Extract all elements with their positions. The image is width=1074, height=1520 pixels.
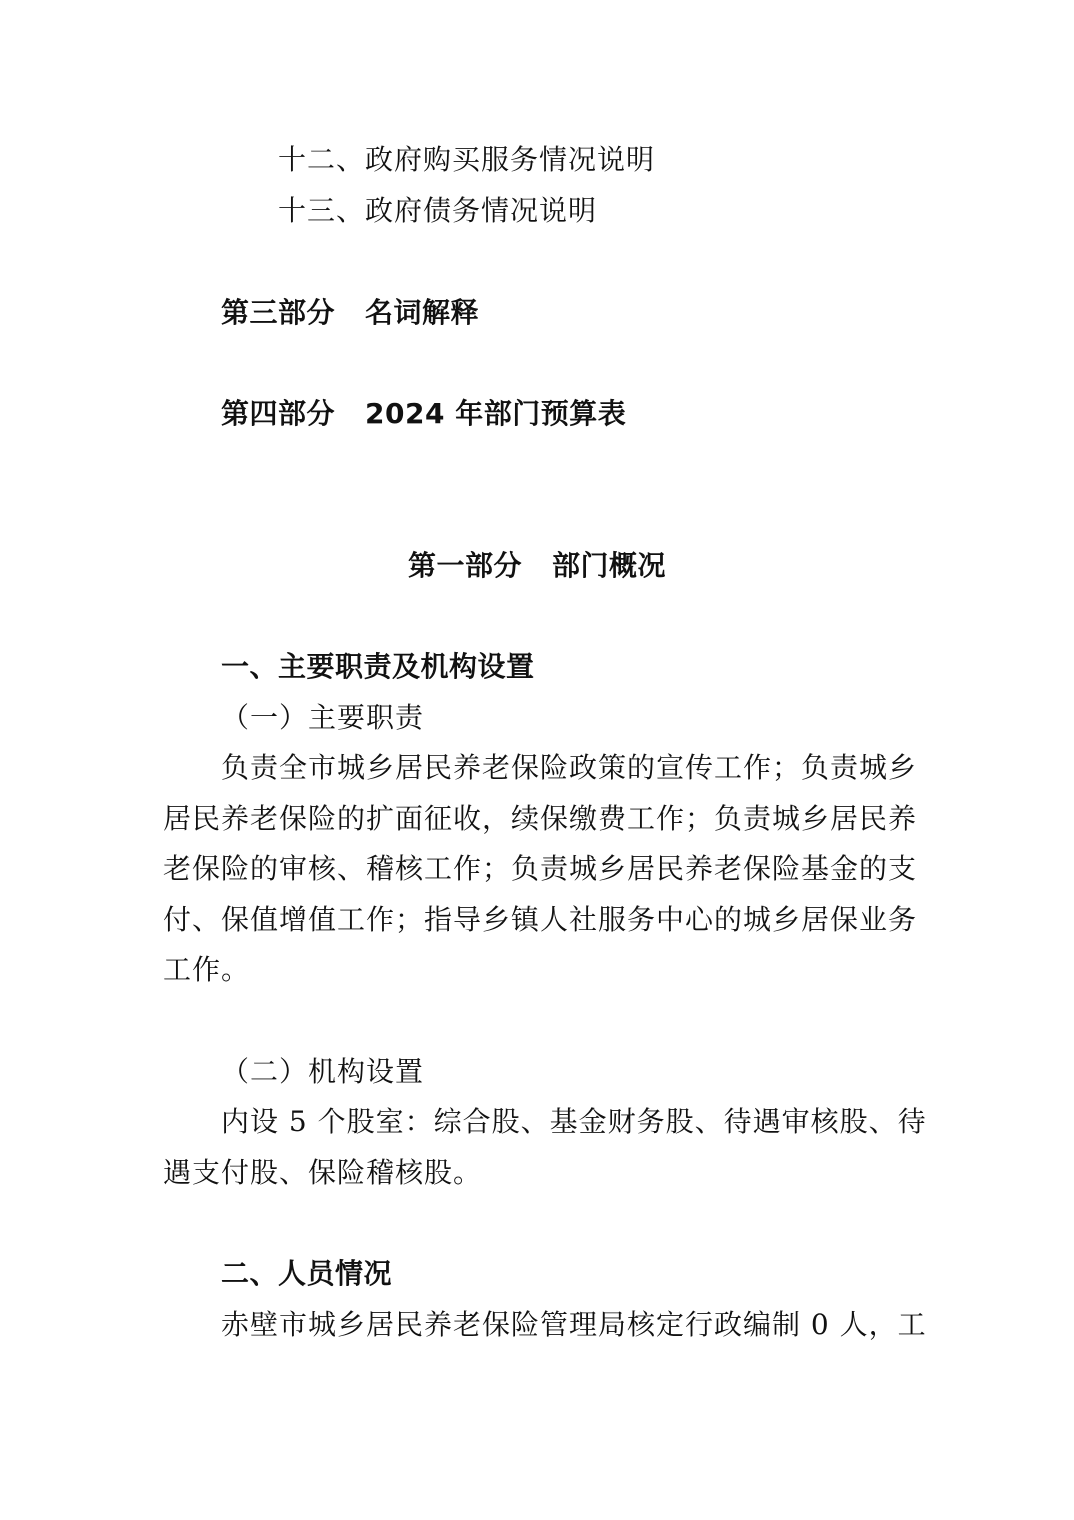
toc-item-12: 十二、政府购买服务情况说明	[278, 143, 656, 176]
paragraph-line: 负责全市城乡居民养老保险政策的宣传工作；负责城乡	[221, 751, 918, 784]
section2-heading: 二、人员情况	[221, 1257, 393, 1290]
paragraph-line: 工作。	[163, 953, 251, 986]
section1-sub2-heading: （二）机构设置	[221, 1055, 425, 1088]
paragraph-line: 内设 5 个股室：综合股、基金财务股、待遇审核股、待	[221, 1105, 927, 1138]
part1-heading	[0, 549, 1074, 583]
toc-item-13: 十三、政府债务情况说明	[278, 194, 598, 227]
paragraph-line: 赤壁市城乡居民养老保险管理局核定行政编制 0 人，工	[221, 1308, 927, 1341]
paragraph-line: 居民养老保险的扩面征收，续保缴费工作；负责城乡居民养	[163, 802, 918, 835]
toc-part4-title: 2024 年部门预算表	[365, 397, 627, 430]
section1-sub1-heading: （一）主要职责	[221, 701, 425, 734]
toc-part3	[221, 296, 479, 330]
paragraph-line: 付、保值增值工作；指导乡镇人社服务中心的城乡居保业务	[163, 903, 918, 936]
toc-part3-label: 第三部分	[221, 296, 336, 329]
toc-part4	[221, 397, 626, 431]
paragraph-line: 遇支付股、保险稽核股。	[163, 1156, 483, 1189]
part1-label: 第一部分	[407, 549, 522, 582]
toc-part3-title: 名词解释	[365, 296, 480, 329]
section1-heading: 一、主要职责及机构设置	[221, 650, 535, 683]
part1-title: 部门概况	[552, 549, 667, 582]
paragraph-line: 老保险的审核、稽核工作；负责城乡居民养老保险基金的支	[163, 852, 918, 885]
toc-part4-label: 第四部分	[221, 397, 336, 430]
